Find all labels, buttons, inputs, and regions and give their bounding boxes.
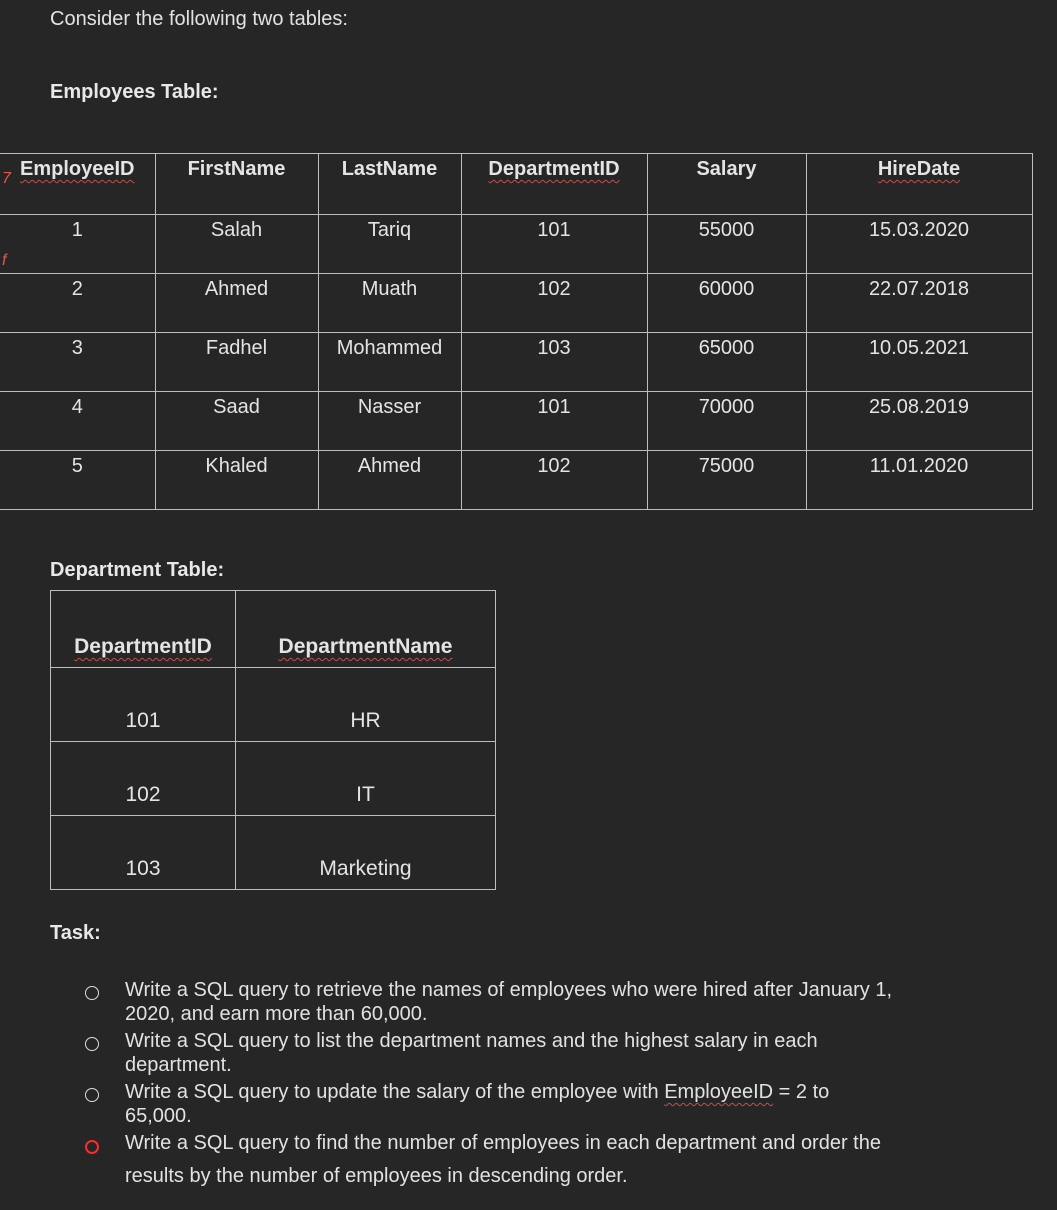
task-line: Write a SQL query to list the department names and the highest salary in each: [125, 1030, 818, 1052]
table-cell: 103: [461, 333, 647, 392]
table-cell: 101: [461, 392, 647, 451]
table-cell: 60000: [647, 274, 806, 333]
bullet-circle-icon: [85, 1037, 99, 1051]
table-cell: IT: [236, 742, 496, 816]
table-header-row: [51, 591, 496, 668]
task-heading: Task:: [50, 922, 101, 944]
table-cell: 55000: [647, 215, 806, 274]
column-header: EmployeeID: [0, 154, 155, 215]
table-cell: 102: [461, 451, 647, 510]
table-row: [0, 451, 1032, 510]
table-row: [0, 215, 1032, 274]
table-cell: Nasser: [318, 392, 461, 451]
table-cell: 102: [51, 742, 236, 816]
table-cell: Salah: [155, 215, 318, 274]
bullet-circle-icon: [85, 1088, 99, 1102]
table-cell: HR: [236, 668, 496, 742]
column-header: DepartmentID: [51, 591, 236, 668]
table-cell: 75000: [647, 451, 806, 510]
table-cell: 101: [51, 668, 236, 742]
task-line: results by the number of employees in descending order.: [125, 1165, 628, 1187]
table-cell: Fadhel: [155, 333, 318, 392]
table-cell: 103: [51, 816, 236, 890]
table-cell: Mohammed: [318, 333, 461, 392]
table-cell: Marketing: [236, 816, 496, 890]
task-line: 65,000.: [125, 1105, 192, 1127]
column-header: HireDate: [806, 154, 1032, 215]
table-cell: 15.03.2020: [806, 215, 1032, 274]
table-cell: 102: [461, 274, 647, 333]
table-cell: 65000: [647, 333, 806, 392]
department-table: [50, 590, 496, 890]
table-row: [51, 742, 496, 816]
table-cell: 22.07.2018: [806, 274, 1032, 333]
table-cell: 25.08.2019: [806, 392, 1032, 451]
bullet-circle-icon: [85, 986, 99, 1000]
margin-mark: f: [2, 252, 7, 269]
table-row: [51, 668, 496, 742]
bullet-circle-icon: [85, 1140, 99, 1154]
task-line: Write a SQL query to find the number of employees in each department and order the: [125, 1132, 881, 1154]
table-row: [0, 274, 1032, 333]
intro-text: Consider the following two tables:: [50, 8, 348, 30]
table-header-row: [0, 154, 1032, 215]
table-cell: 3: [0, 333, 155, 392]
table-cell: Ahmed: [318, 451, 461, 510]
table-cell: 70000: [647, 392, 806, 451]
employees-heading: Employees Table:: [50, 81, 219, 103]
table-row: [51, 816, 496, 890]
table-cell: 1: [0, 215, 155, 274]
task-line: 2020, and earn more than 60,000.: [125, 1003, 428, 1025]
table-cell: Ahmed: [155, 274, 318, 333]
department-heading: Department Table:: [50, 559, 225, 581]
column-header: FirstName: [155, 154, 318, 215]
column-header: LastName: [318, 154, 461, 215]
employees-table: [0, 153, 1033, 510]
task-line: department.: [125, 1054, 232, 1076]
task-line: Write a SQL query to update the salary of the employee with EmployeeID = 2 to: [125, 1081, 830, 1103]
column-header: Salary: [647, 154, 806, 215]
column-header: DepartmentID: [461, 154, 647, 215]
column-header: DepartmentName: [236, 591, 496, 668]
table-cell: 11.01.2020: [806, 451, 1032, 510]
margin-mark: 7: [2, 170, 11, 187]
table-row: [0, 392, 1032, 451]
table-cell: 101: [461, 215, 647, 274]
table-cell: 10.05.2021: [806, 333, 1032, 392]
table-cell: Tariq: [318, 215, 461, 274]
task-line: Write a SQL query to retrieve the names of employees who were hired after January 1,: [125, 979, 893, 1001]
table-cell: Muath: [318, 274, 461, 333]
table-cell: Khaled: [155, 451, 318, 510]
table-row: [0, 333, 1032, 392]
table-cell: 2: [0, 274, 155, 333]
table-cell: 5: [0, 451, 155, 510]
table-cell: 4: [0, 392, 155, 451]
table-cell: Saad: [155, 392, 318, 451]
